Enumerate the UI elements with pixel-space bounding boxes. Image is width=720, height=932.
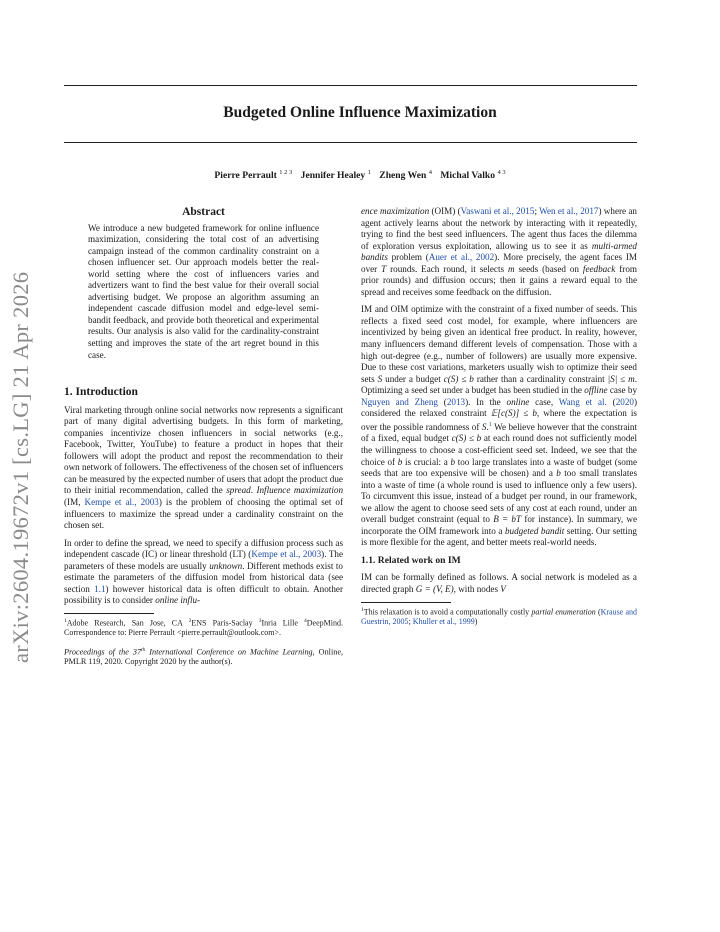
author-list bbox=[0, 169, 720, 181]
citation-link[interactable]: Kempe et al., 2003 bbox=[251, 549, 322, 560]
paper-title: Budgeted Online Influence Maximization bbox=[223, 104, 497, 121]
citation-link[interactable]: Kempe et al., 2003 bbox=[84, 497, 159, 508]
intro-paragraph-1: Viral marketing through online social networks now represents a significant part of many digital advertising budgets. In this form of marketing, companies incentivize chosen influencers in social networks (e.g., Facebook, Twitter, YouTube) to feature a product in hopes that their followers will adopt the product and repost the recommendation to their own network of followers. The effectiveness of the chosen set of influencers can be measured by the expected number of users that adopt the product due to their initial recommendation, called the spread. Influence maximization (IM, Kempe et al., 2003) is the problem of choosing the optimal set of influencers to maximize the spread under a cardinality constraint on the chosen set. bbox=[64, 404, 344, 531]
footnote-rule bbox=[361, 602, 451, 603]
right-column bbox=[361, 206, 637, 626]
title-top-rule bbox=[64, 85, 637, 86]
citation-link[interactable]: Wen et al., 2017 bbox=[539, 206, 599, 216]
citation-link[interactable]: Auer et al., 2002 bbox=[428, 252, 495, 263]
citation-link[interactable]: 2013 bbox=[446, 396, 466, 407]
subsection-heading-related-work: 1.1. Related work on IM bbox=[361, 554, 461, 566]
author-name: Pierre Perrault bbox=[214, 170, 277, 182]
author-affiliation: 1 2 3 bbox=[279, 169, 293, 176]
intro-paragraph-2: In order to define the spread, we need to specify a diffusion process such as independent cascade (IC) or linear threshold (LT) (Kempe et al., 2003). The parameters of these models are usually unknown. Different methods exist to estimate the parameters of the diffusion model from historical data (see section 1.1) however historical data is often difficult to obtain. Another possibility is to consider online influ- bbox=[64, 537, 344, 606]
footnote-marker[interactable]: 1 bbox=[488, 421, 492, 428]
citation-link[interactable]: Krause and Guestrin, 2005 bbox=[361, 607, 637, 626]
citation-link[interactable]: Nguyen and Zheng bbox=[361, 396, 438, 407]
section-heading-introduction: 1. Introduction bbox=[64, 386, 138, 399]
abstract-text: We introduce a new budgeted framework for online influence maximization, considering the total cost of an advertising campaign instead of the common cardinality constraint on a chosen influencer set. Our approach models better the real-world setting where the cost of influencers varies and advertizers want to find the best value for their overall social advertising budget. We propose an algorithm assuming an independent cascade diffusion model and edge-level semi-bandit feedback, and provide both theoretical and experimental results. Our analysis is also valid for the cardinality-constraint setting and improves the state of the art regret bound in this case. bbox=[88, 222, 319, 360]
related-work-paragraph: IM can be formally defined as follows. A social network is modeled as a directed graph G = (V, E), with nodes V bbox=[361, 572, 637, 594]
author-affiliation: 4 bbox=[428, 169, 432, 176]
author-name: Michal Valko bbox=[440, 170, 496, 182]
abstract-heading: Abstract bbox=[182, 206, 225, 218]
citation-link[interactable]: Wang et al. bbox=[558, 396, 607, 407]
citation-link[interactable]: Vaswani et al., 2015 bbox=[460, 206, 535, 216]
title-bottom-rule bbox=[64, 142, 637, 143]
affiliation-footnote: $^1$Adobe Research, San Jose, CA $^2$ENS Paris-Saclay $^3$Inria Lille $^4$DeepMind. Correspondence to: Pierre Perrault <pierre.perrault@outlook.com>. bbox=[64, 617, 343, 638]
intro-paragraph-3: ence maximization (OIM) (Vaswani et al., 2015; Wen et al., 2017) where an agent actively learns about the network by interacting with it repeatedly, trying to find the best seed influencers. The agent thus faces the dilemma of exploration versus exploitation, allowing us to see it as multi-armed bandits problem (Auer et al., 2002). More precisely, the agent faces IM over T rounds. Each round, it selects m seeds (based on feedback from prior rounds) and diffusion occurs; then it gains a reward equal to the spread and receives some feedback on the diffusion. bbox=[361, 206, 637, 297]
section-link[interactable]: 1.1 bbox=[94, 583, 106, 594]
author-affiliation: 4 3 bbox=[497, 169, 506, 176]
footnote-rule bbox=[64, 613, 154, 614]
author-name: Jennifer Healey bbox=[300, 170, 366, 182]
citation-link[interactable]: 2020 bbox=[615, 396, 634, 407]
proceedings-note: Proceedings of the 37th International Conference on Machine Learning, Online, PMLR 119, 2020. Copyright 2020 by the author(s). bbox=[64, 646, 343, 667]
left-column bbox=[64, 207, 343, 667]
author-affiliation: 1 bbox=[367, 169, 371, 176]
author-name: Zheng Wen bbox=[379, 170, 427, 182]
intro-paragraph-4: IM and OIM optimize with the constraint of a fixed number of seeds. This reflects a fixed seed cost model, for example, where influencers are incentivized by being given an identical free product. In reality, however, many influencers demand different levels of compensation. Those with a high out-degree (e.g., number of followers) are usually more expensive. Due to these cost variations, marketers usually wish to optimize their seed sets S under a budget c(S) ≤ b rather than a cardinality constraint |S| ≤ m. Optimizing a seed set under a budget has been studied in the offline case by Nguyen and Zheng (2013). In the online case, Wang et al. (2020) considered the relaxed constraint 𝔼[c(S)] ≤ b, where the expectation is over the possible randomness of S.$^1$ We believe however that the constraint of a fixed, equal budget c(S) ≤ b at each round does not sufficiently model the willingness to choose a cost-efficient seed set. Indeed, we see that the choice of b is crucial: a b too large translates into a waste of budget (some seeds that are too expensive will be chosen) and a b too small translates into a waste of time (a whole round is used to influence only a few users). To circumvent this issue, instead of a budget per round, in our framework, we allow the agent to choose seed sets of any cost at each round, under an overall budget constraint (equal to B = bT for instance). In summary, we incorporate the OIM framework into a budgeted bandit setting. Our setting is more flexible for the agent, and better meets real-world needs. bbox=[361, 304, 638, 548]
citation-link[interactable]: Khuller et al., 1999 bbox=[412, 616, 475, 626]
footnote-1: $^1$This relaxation is to avoid a computationally costly partial enumeration (Krause and Guestrin, 2005; Khuller et al., 1999) bbox=[361, 606, 637, 626]
arxiv-stamp: arXiv:2604.19672v1 [cs.LG] 21 Apr 2026 bbox=[8, 271, 33, 663]
